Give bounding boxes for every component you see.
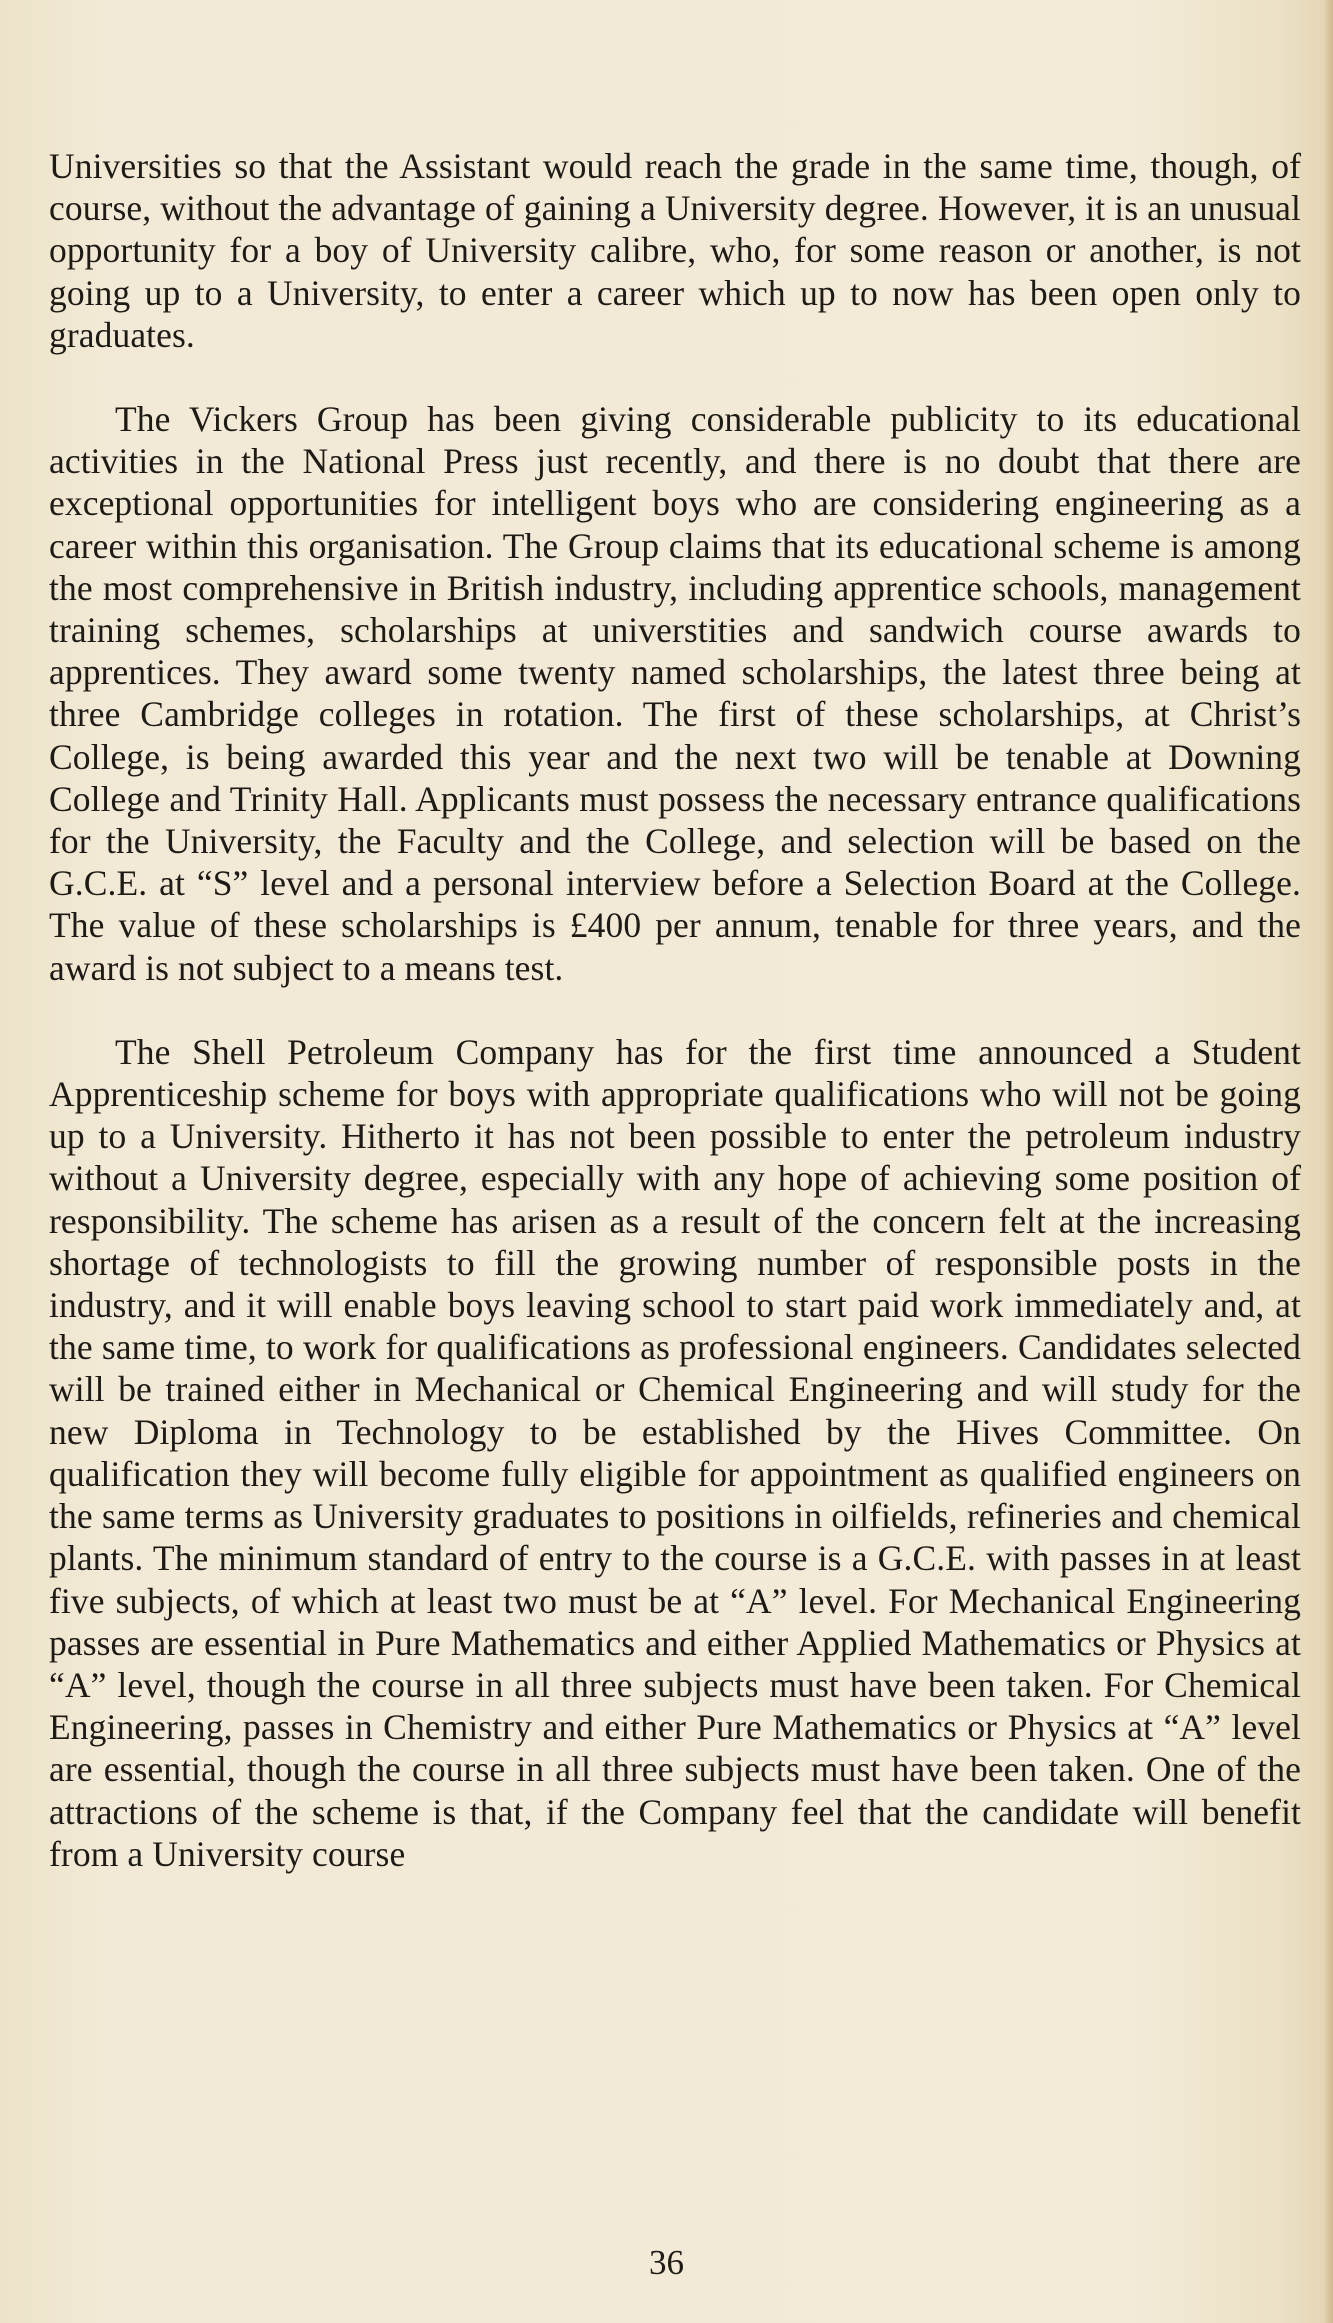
paragraph-1: Universities so that the Assistant would reach the grade in the same time, though, of course, without the advantage of gaining a University degree. However, it is an unusual opportunity for a boy of University calibre, who, for some reason or another, is not going up to a University, to enter a career which up to now has been open only to graduates. (49, 146, 1301, 355)
page-edge-shadow (1323, 0, 1333, 2323)
paragraph-3: The Shell Petroleum Company has for the first time announced a Student Apprenticeship scheme for boys with appropriate qualifications who will not be going up to a University. Hitherto it has not been possible to enter the petroleum industry without a University degree, especially with any hope of achieving some position of responsibility. The scheme has arisen as a result of the concern felt at the increasing shortage of technologists to fill the growing number of responsible posts in the industry, and it will enable boys leaving school to start paid work immediately and, at the same time, to work for qualifications as professional engineers. Candidates selected will be trained either in Mechanical or Chemical Engineering and will study for the new Diploma in Technology to be established by the Hives Committee. On qualification they will become fully eligible for appointment as qualified engineers on the same terms as University graduates to positions in oilfields, refineries and chemical plants. The minimum standard of entry to the course is a G.C.E. with passes in at least five subjects, of which at least two must be at “A” level. For Mechanical Engineering passes are essential in Pure Mathematics and either Applied Mathematics or Physics at “A” level, though the course in all three subjects must have been taken. For Chemical Engineering, passes in Chemistry and either Pure Mathematics or Physics at “A” level are essential, though the course in all three subjects must have been taken. One of the attractions of the scheme is that, if the Company feel that the candidate will benefit from a University course (49, 1031, 1301, 1874)
paragraph-2: The Vickers Group has been giving considerable publicity to its educational activities in the National Press just recently, and there is no doubt that there are exceptional opportunities for intelligent boys who are considering engineering as a career within this organisation. The Group claims that its educational scheme is among the most comprehensive in British industry, including apprentice schools, management training schemes, scholarships at universtities and sandwich course awards to apprentices. They award some twenty named scholarships, the latest three being at three Cambridge colleges in rotation. The first of these scholarships, at Christ’s College, is being awarded this year and the next two will be tenable at Downing College and Trinity Hall. Applicants must possess the necessary entrance qualifications for the University, the Faculty and the College, and selection will be based on the G.C.E. at “S” level and a personal interview before a Selection Board at the College. The value of these scholarships is £400 per annum, tenable for three years, and the award is not subject to a means test. (49, 399, 1301, 988)
page-number: 36 (649, 2243, 684, 2282)
body-text (49, 145, 1301, 1917)
